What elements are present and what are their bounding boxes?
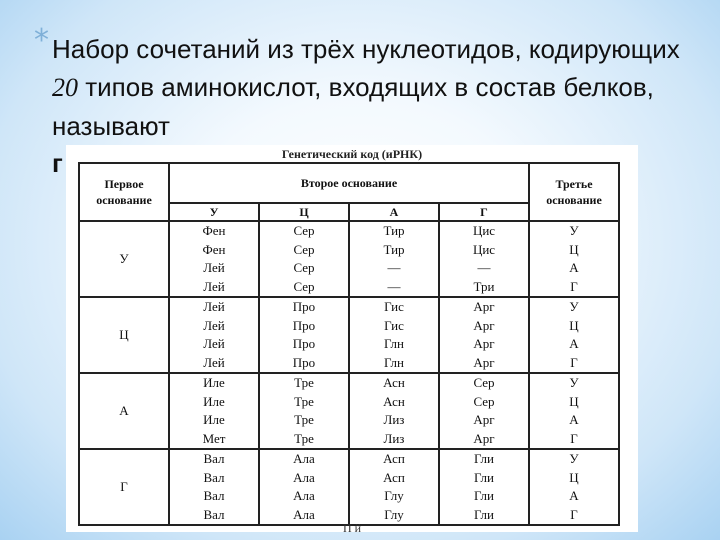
codon-value: Сер — [293, 260, 315, 275]
codon-value: Сер — [293, 241, 315, 257]
codon-value: Ала — [293, 469, 315, 485]
codon-value: А — [569, 488, 579, 503]
amino-acid-cell — [349, 373, 439, 449]
amino-acid-cell — [169, 449, 259, 525]
table-row — [79, 297, 619, 373]
codon-value: Лей — [203, 336, 225, 351]
codon-value: Вал — [203, 469, 225, 485]
second-base-cell: Ц — [259, 203, 349, 221]
second-base-cell: У — [169, 203, 259, 221]
heading-cut-text: г — [52, 148, 63, 178]
codon-value: Гли — [474, 451, 494, 466]
codon-value: Гли — [474, 506, 494, 522]
slide-heading — [52, 30, 692, 145]
codon-value: Г — [570, 430, 578, 446]
codon-value: Тре — [294, 430, 314, 446]
codon-value: Лиз — [383, 430, 405, 446]
codon-value: Фен — [202, 241, 226, 257]
codon-value: Про — [292, 317, 316, 333]
codon-value: Ала — [293, 506, 315, 522]
amino-acid-cell — [169, 297, 259, 373]
codon-value: Ц — [569, 241, 579, 257]
codon-value: Цис — [472, 223, 496, 238]
amino-acid-cell — [439, 373, 529, 449]
codon-value: Асн — [383, 393, 405, 409]
codon-value: Три — [473, 278, 495, 294]
codon-value: А — [569, 412, 579, 427]
codon-value: Ц — [569, 393, 579, 409]
codon-value: Ц — [569, 469, 579, 485]
codon-value: Лей — [203, 354, 225, 370]
second-base-cell: Г — [439, 203, 529, 221]
codon-value: А — [569, 336, 579, 351]
codon-value: Иле — [203, 412, 225, 427]
amino-acid-cell — [169, 221, 259, 297]
first-base-cell: Ц — [79, 297, 169, 373]
bullet-mark: * — [34, 23, 49, 58]
codon-value: Сер — [293, 278, 315, 294]
amino-acid-cell — [349, 221, 439, 297]
codon-value: А — [569, 260, 579, 275]
codon-value: У — [569, 223, 579, 238]
codon-value: У — [569, 451, 579, 466]
header-row — [79, 163, 619, 203]
codon-value: Сер — [293, 223, 315, 238]
first-base-cell: А — [79, 373, 169, 449]
codon-value: — — [387, 260, 401, 275]
codon-value: Тир — [383, 223, 405, 238]
amino-acid-cell — [439, 449, 529, 525]
heading-text-end: типов аминокислот, входящих в состав белков, называют — [52, 72, 654, 141]
third-base-cell — [529, 297, 619, 373]
third-base-cell — [529, 373, 619, 449]
heading-number: 20 — [52, 73, 78, 102]
codon-value: Лей — [203, 317, 225, 333]
codon-value: Фен — [202, 223, 226, 238]
codon-value: Иле — [203, 375, 225, 390]
codon-value: Про — [292, 336, 316, 351]
first-base-header: Первое основание — [79, 163, 169, 221]
codon-value: Г — [570, 506, 578, 522]
codon-value: Глу — [384, 506, 404, 522]
codon-value: Ц — [569, 317, 579, 333]
genetic-code-image — [66, 145, 638, 532]
codon-value: У — [569, 299, 579, 314]
amino-acid-cell — [259, 297, 349, 373]
codon-value: Про — [292, 354, 316, 370]
codon-value: Лиз — [383, 412, 405, 427]
amino-acid-cell — [169, 373, 259, 449]
codon-value: Гис — [384, 299, 404, 314]
codon-value: Вал — [203, 488, 225, 503]
codon-value: Сер — [473, 375, 495, 390]
codon-value: Лей — [203, 260, 225, 275]
table-footnote: П й — [342, 521, 362, 532]
third-base-cell — [529, 221, 619, 297]
heading-text-start: Набор сочетаний из трёх нуклеотидов, кодирующих — [52, 34, 680, 64]
first-base-cell: У — [79, 221, 169, 297]
codon-value: Арг — [473, 430, 495, 446]
codon-value: Про — [292, 299, 316, 314]
amino-acid-cell — [349, 297, 439, 373]
codon-value: Лей — [203, 299, 225, 314]
codon-value: Цис — [472, 241, 496, 257]
amino-acid-cell — [439, 297, 529, 373]
codon-value: Арг — [473, 336, 495, 351]
first-base-cell: Г — [79, 449, 169, 525]
codon-value: Лей — [203, 278, 225, 294]
codon-value: — — [477, 260, 491, 275]
codon-value: Тре — [294, 393, 314, 409]
codon-value: Вал — [203, 451, 225, 466]
amino-acid-cell — [349, 449, 439, 525]
codon-value: Мет — [202, 430, 226, 446]
amino-acid-cell — [259, 221, 349, 297]
table-row — [79, 449, 619, 525]
codon-value: Тре — [294, 412, 314, 427]
codon-value: Вал — [203, 506, 225, 522]
second-base-header: Второе основание — [169, 163, 529, 203]
codon-value: Гис — [384, 317, 404, 333]
codon-value: Арг — [473, 299, 495, 314]
table-row — [79, 221, 619, 297]
codon-value: Асн — [383, 375, 405, 390]
third-base-header: Третье основание — [529, 163, 619, 221]
amino-acid-cell — [259, 449, 349, 525]
table-row — [79, 373, 619, 449]
table-title: Генетический код (иРНК) — [281, 147, 423, 161]
codon-value: Г — [570, 278, 578, 294]
codon-value: — — [387, 278, 401, 294]
codon-value: Ала — [293, 488, 315, 503]
codon-value: Гли — [474, 488, 494, 503]
codon-value: Арг — [473, 317, 495, 333]
codon-value: Тир — [383, 241, 405, 257]
codon-value: Глн — [384, 336, 404, 351]
codon-value: Сер — [473, 393, 495, 409]
codon-value: Глн — [384, 354, 404, 370]
codon-value: Гли — [474, 469, 494, 485]
codon-value: Г — [570, 354, 578, 370]
codon-value: Ала — [293, 451, 315, 466]
codon-value: Иле — [203, 393, 225, 409]
codon-value: У — [569, 375, 579, 390]
codon-value: Асп — [383, 469, 405, 485]
codon-value: Арг — [473, 354, 495, 370]
codon-value: Асп — [383, 451, 405, 466]
amino-acid-cell — [259, 373, 349, 449]
amino-acid-cell — [439, 221, 529, 297]
third-base-cell — [529, 449, 619, 525]
second-base-cell: А — [349, 203, 439, 221]
codon-value: Арг — [473, 412, 495, 427]
genetic-code-table — [78, 162, 620, 526]
codon-value: Тре — [294, 375, 314, 390]
codon-value: Глу — [384, 488, 404, 503]
